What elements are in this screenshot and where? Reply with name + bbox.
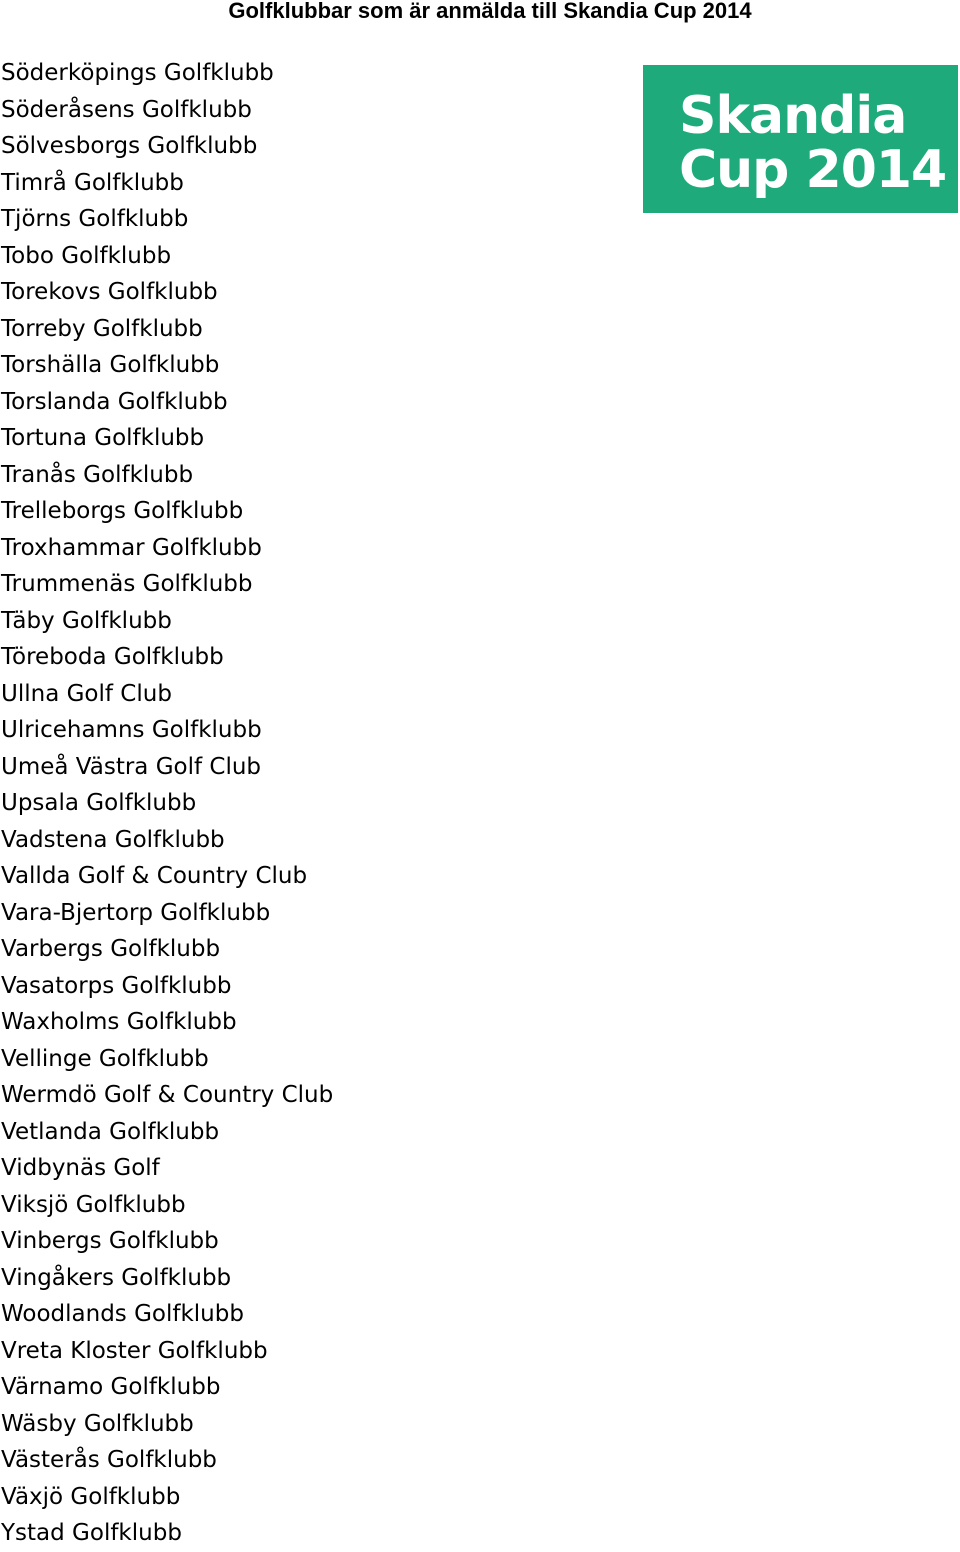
list-item: Ulricehamns Golfklubb <box>1 717 262 743</box>
list-item: Vingåkers Golfklubb <box>1 1264 232 1291</box>
list-item: Tobo Golfklubb <box>1 242 172 269</box>
list-item: Umeå Västra Golf Club <box>1 753 262 780</box>
list-item: Vinbergs Golfklubb <box>1 1228 219 1254</box>
list-item: Töreboda Golfklubb <box>1 644 224 670</box>
list-item: Tranås Golfklubb <box>1 461 194 488</box>
list-item: Torshälla Golfklubb <box>1 352 220 378</box>
list-item: Wermdö Golf & Country Club <box>1 1082 334 1108</box>
list-item: Trelleborgs Golfklubb <box>1 498 244 524</box>
list-item: Värnamo Golfklubb <box>1 1374 221 1400</box>
list-item: Vallda Golf & Country Club <box>1 863 308 889</box>
list-item: Ystad Golfklubb <box>1 1520 182 1546</box>
list-item: Torreby Golfklubb <box>1 315 203 342</box>
list-item: Trummenäs Golfklubb <box>1 571 253 597</box>
list-item: Tortuna Golfklubb <box>1 425 205 451</box>
list-item: Söderåsens Golfklubb <box>1 96 252 123</box>
list-item: Vadstena Golfklubb <box>1 826 225 853</box>
list-item: Woodlands Golfklubb <box>1 1301 244 1327</box>
list-item: Tjörns Golfklubb <box>1 206 189 232</box>
list-item: Upsala Golfklubb <box>1 790 197 816</box>
list-item: Wäsby Golfklubb <box>1 1410 194 1437</box>
list-item: Timrå Golfklubb <box>1 169 184 196</box>
list-item: Vasatorps Golfklubb <box>1 972 232 999</box>
list-item: Vreta Kloster Golfklubb <box>1 1337 268 1364</box>
list-item: Viksjö Golfklubb <box>1 1191 186 1218</box>
list-item: Söderköpings Golfklubb <box>1 60 274 86</box>
skandia-cup-logo <box>643 65 958 213</box>
list-item: Växjö Golfklubb <box>1 1483 181 1510</box>
list-item: Vetlanda Golfklubb <box>1 1118 220 1145</box>
list-item: Sölvesborgs Golfklubb <box>1 133 258 159</box>
list-item: Varbergs Golfklubb <box>1 936 221 962</box>
list-item: Vara-Bjertorp Golfklubb <box>1 899 271 926</box>
list-item: Torekovs Golfklubb <box>1 279 218 305</box>
list-item: Waxholms Golfklubb <box>1 1009 237 1035</box>
page-title: Golfklubbar som är anmälda till Skandia Cup 2014 <box>228 0 752 23</box>
list-item: Västerås Golfklubb <box>1 1447 217 1473</box>
club-list <box>1 55 333 1552</box>
logo-line-2: Cup 2014 <box>679 140 947 200</box>
list-item: Torslanda Golfklubb <box>1 388 228 415</box>
list-item: Ullna Golf Club <box>1 680 172 707</box>
list-item: Täby Golfklubb <box>1 607 172 634</box>
list-item: Troxhammar Golfklubb <box>1 534 262 561</box>
list-item: Vidbynäs Golf <box>1 1155 160 1181</box>
logo-line-1: Skandia <box>679 86 907 146</box>
list-item: Vellinge Golfklubb <box>1 1045 209 1072</box>
